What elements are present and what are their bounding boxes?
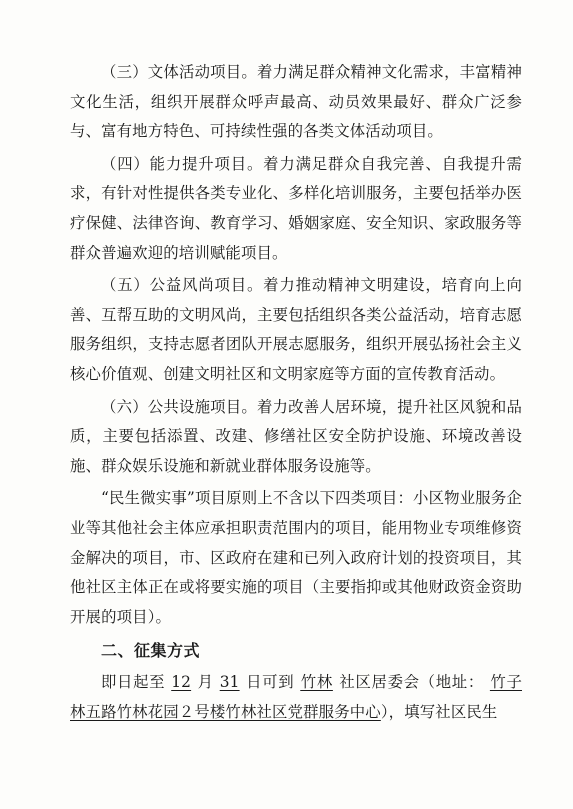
collection-prefix: 即日起至 (101, 673, 166, 692)
section-heading-collection-method: 二、征集方式 (101, 641, 201, 661)
paragraph-excluded-projects: “民生微实事”项目原则上不含以下四类项目：小区物业服务企业等其他社会主体应承担职责范围内的项目，能用物业专项维修资金解决的项目，市、区政府在建和已列入政府计划的投资项目，其他社区主体正在或将要实施的项目（主要指抑或其他财政资金资助开展的项目）。 (70, 489, 522, 626)
community-name: 竹林 (300, 673, 333, 692)
month-unit: 月 (197, 673, 214, 692)
document-body (70, 58, 522, 727)
paragraph-collection-method (70, 668, 522, 727)
paragraph-culture-sports-projects: （三）文体活动项目。着力满足群众精神文化需求，丰富精神文化生活，组织开展群众呼声最高、动员效果最好、群众广泛参与、富有地方特色、可持续性强的各类文体活动项目。 (70, 63, 522, 141)
deadline-month: 12 (171, 673, 192, 692)
community-suffix: 社区居委会（地址： (338, 673, 484, 692)
paragraph-capacity-building-projects: （四）能力提升项目。着力满足群众自我完善、自我提升需求，有针对性提供各类专业化、多样化培训服务，主要包括举办医疗保健、法律咨询、教育学习、婚姻家庭、安全知识、家政服务等群众普遍欢迎的培训赋能项目。 (70, 154, 522, 262)
day-unit: 日可到 (245, 673, 295, 692)
paragraph-public-facility-projects: （六）公共设施项目。着力改善人居环境，提升社区风貌和品质，主要包括添置、改建、修缮社区安全防护设施、环境改善设施、群众娱乐设施和新就业群体服务设施等。 (70, 397, 522, 475)
collection-closing: ），填写社区民生 (380, 702, 498, 721)
service-center-address: 竹子林五路竹林花园２号楼竹林社区党群服务中心 (70, 673, 522, 721)
paragraph-public-welfare-projects: （五）公益风尚项目。着力推动精神文明建设，培育向上向善、互帮互助的文明风尚，主要包括组织各类公益活动，培育志愿服务组织，支持志愿者团队开展志愿服务，组织开展弘扬社会主义核心价值观、创建文明社区和文明家庭等方面的宣传教育活动。 (70, 276, 522, 383)
deadline-day: 31 (219, 673, 240, 692)
